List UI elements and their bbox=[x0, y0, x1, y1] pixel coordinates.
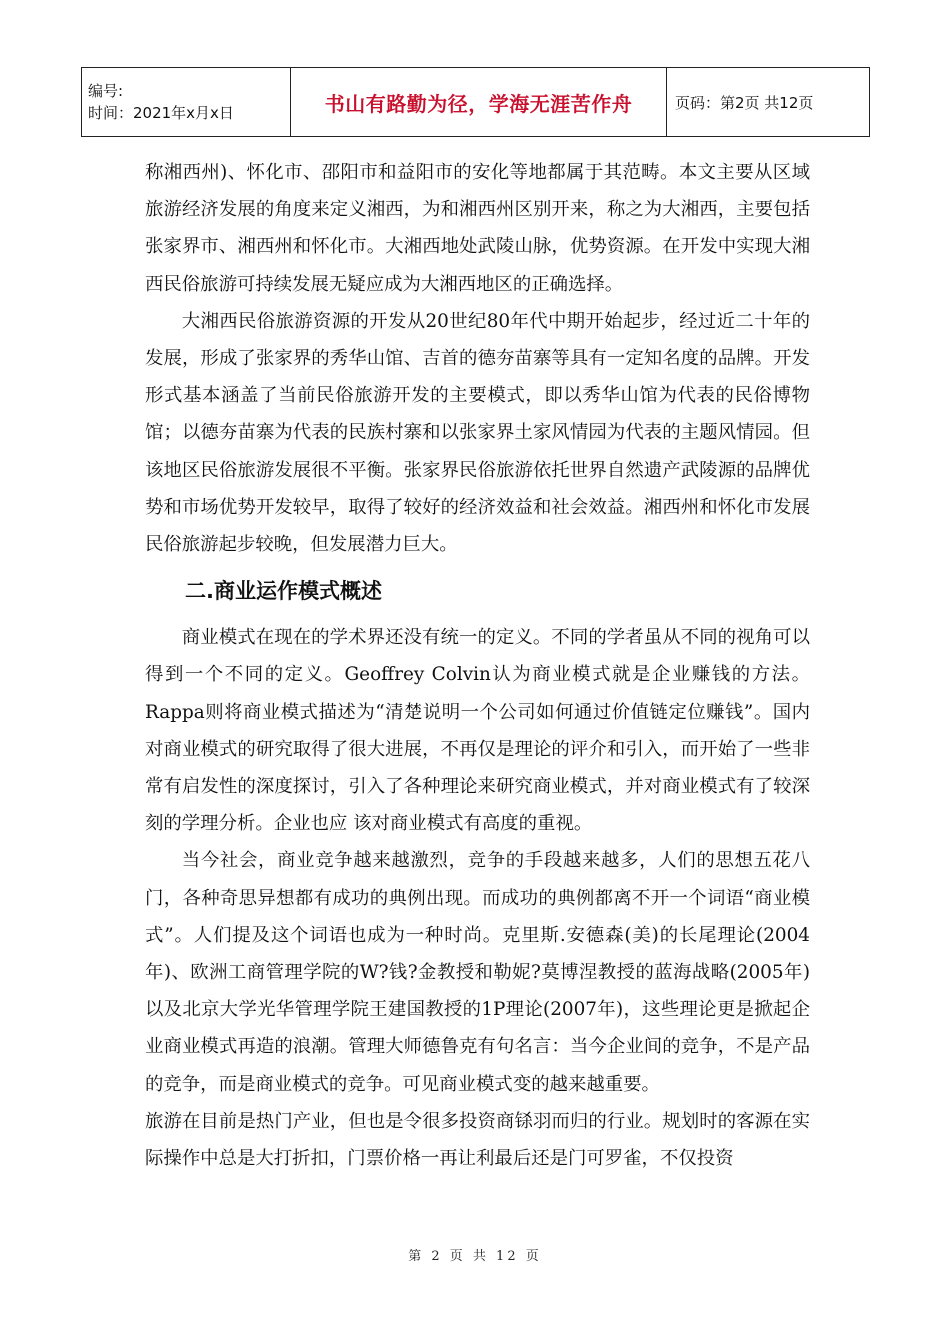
header-meta-cell bbox=[82, 68, 291, 137]
document-body bbox=[145, 154, 810, 1177]
page-footer: 第 2 页 共 12 页 bbox=[408, 1249, 542, 1264]
body-paragraph: 称湘西州)、怀化市、邵阳市和益阳市的安化等地都属于其范畴。本文主要从区域旅游经济发展的角度来定义湘西，为和湘西州区别开来，称之为大湘西，主要包括张家界市、湘西州和怀化市。大湘西地处武陵山脉，优势资源。在开发中实现大湘西民俗旅游可持续发展无疑应成为大湘西地区的正确选择。 bbox=[145, 162, 810, 295]
body-paragraph: 旅游在目前是热门产业，但也是令很多投资商铩羽而归的行业。规划时的客源在实际操作中总是大打折扣，门票价格一再让利最后还是门可罗雀，不仅投资 bbox=[145, 1110, 810, 1170]
header-table bbox=[81, 67, 870, 137]
header-page-code: 页码：第2页 共12页 bbox=[667, 68, 870, 137]
section-heading: 二.商业运作模式概述 bbox=[185, 579, 382, 604]
body-paragraph: 当今社会，商业竞争越来越激烈，竞争的手段越来越多，人们的思想五花八门，各种奇思异想都有成功的典例出现。而成功的典例都离不开一个词语“商业模式”。人们提及这个词语也成为一种时尚。克里斯.安德森(美)的长尾理论(2004年)、欧洲工商管理学院的W?钱?金教授和勒妮?莫博涅教授的蓝海战略(2005年)以及北京大学光华管理学院王建国教授的1P理论(2007年)，这些理论更是掀起企业商业模式再造的浪潮。管理大师德鲁克有句名言：当今企业间的竞争，不是产品的竞争，而是商业模式的竞争。可见商业模式变的越来越重要。 bbox=[145, 850, 810, 1095]
body-paragraph: 大湘西民俗旅游资源的开发从20世纪80年代中期开始起步，经过近二十年的发展，形成了张家界的秀华山馆、吉首的德夯苗寨等具有一定知名度的品牌。开发形式基本涵盖了当前民俗旅游开发的主要模式，即以秀华山馆为代表的民俗博物馆；以德夯苗寨为代表的民族村寨和以张家界土家风情园为代表的主题风情园。但该地区民俗旅游发展很不平衡。张家界民俗旅游依托世界自然遗产武陵源的品牌优势和市场优势开发较早，取得了较好的经济效益和社会效益。湘西州和怀化市发展民俗旅游起步较晚，但发展潜力巨大。 bbox=[145, 310, 810, 556]
document-number-label: 编号: bbox=[88, 82, 124, 100]
document-date-label: 时间：2021年x月x日 bbox=[88, 104, 234, 122]
body-paragraph: 商业模式在现在的学术界还没有统一的定义。不同的学者虽从不同的视角可以得到一个不同的定义。Geoffrey Colvin认为商业模式就是企业赚钱的方法。Rappa则将商业模式描述为“清楚说明一个公司如何通过价值链定位赚钱”。国内对商业模式的研究取得了很大进展，不再仅是理论的评介和引入，而开始了一些非常有启发性的深度探讨，引入了各种理论来研究商业模式，并对商业模式有了较深刻的学理分析。企业也应 该对商业模式有高度的重视。 bbox=[145, 627, 810, 835]
body-section-intro bbox=[145, 154, 810, 563]
header-motto: 书山有路勤为径，学海无涯苦作舟 bbox=[291, 68, 667, 137]
body-section-business-model bbox=[145, 619, 810, 1177]
